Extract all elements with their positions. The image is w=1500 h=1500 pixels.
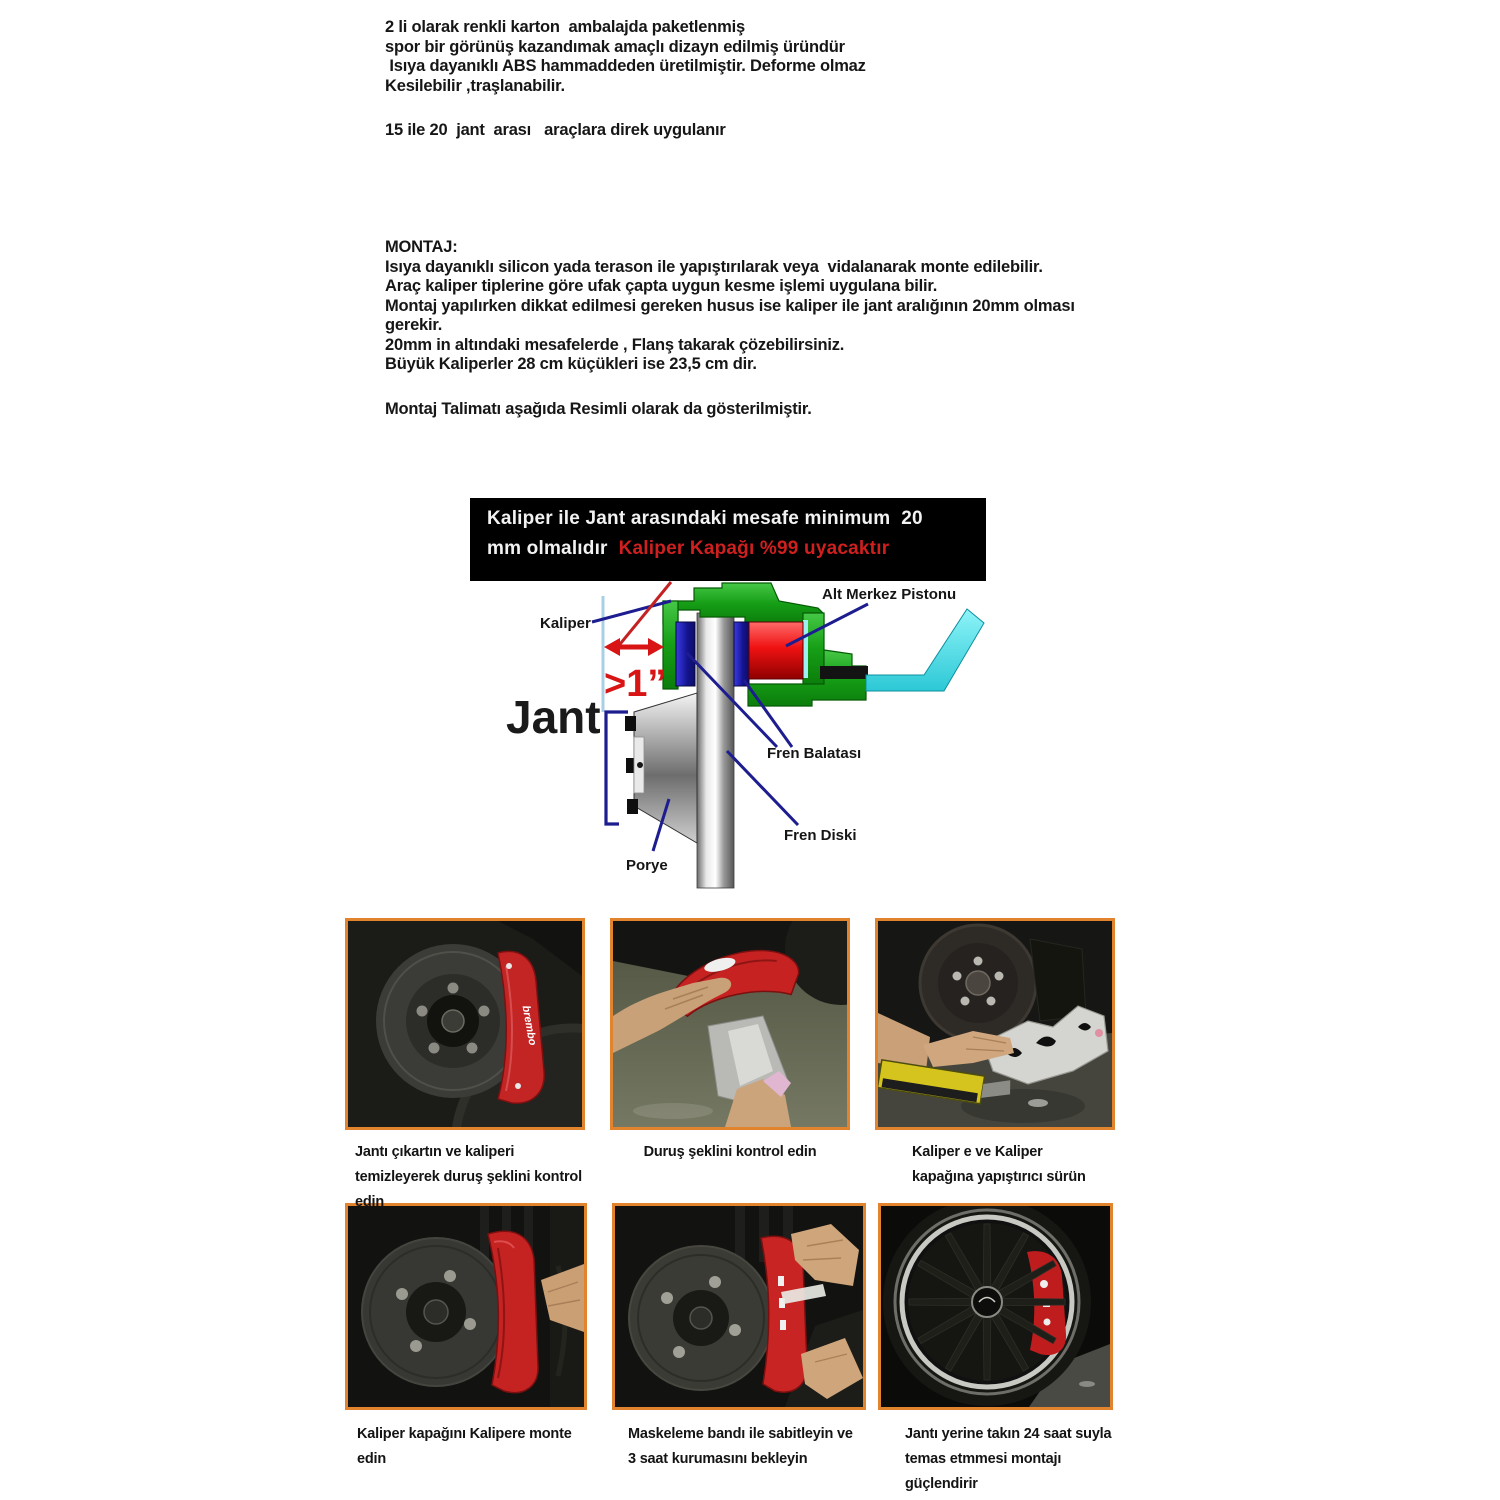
montaj-line: Isıya dayanıklı silicon yada terason ile yapıştırılarak veya vidalanarak monte edilebilir. [385, 257, 1043, 276]
caption-line: güçlendirir [905, 1476, 978, 1492]
montaj-section [385, 238, 1075, 375]
step-photo-1 [345, 918, 585, 1130]
step-photo-2-art [613, 921, 847, 1127]
step-caption-5 [628, 1422, 883, 1472]
montaj-line: Montaj yapılırken dikkat edilmesi gereken husus ise kaliper ile jant aralığının 20mm olması [385, 296, 1075, 315]
step-photo-6-art [881, 1206, 1110, 1407]
intro-line: Kesilebilir ,traşlanabilir. [385, 76, 565, 95]
banner-line2 [487, 538, 986, 560]
gap-arrow [604, 582, 671, 656]
jant-bracket [606, 712, 628, 824]
brake-rotor-shape [920, 925, 1036, 1041]
caption-line: edin [355, 1194, 385, 1210]
label-gap-value: >1” [604, 663, 667, 705]
label-fren-balatasi: Fren Balatası [767, 745, 862, 762]
caption-line: Kaliper kapağını Kalipere monte [357, 1426, 572, 1442]
step-photo-6 [878, 1203, 1113, 1410]
intro-line: spor bir görünüş kazandımak amaçlı dizayn edilmiş üründür [385, 37, 845, 56]
label-jant: Jant [506, 691, 601, 743]
disc-shape [362, 1238, 510, 1386]
step-photo-5-art [615, 1206, 863, 1407]
caption-line: 3 saat kurumasını bekleyin [628, 1451, 808, 1467]
intro-line: Isıya dayanıklı ABS hammaddeden üretilmiştir. Deforme olmaz [385, 57, 866, 75]
brand-text: brembo [519, 1004, 539, 1047]
step-caption-1 [355, 1140, 610, 1215]
step-photo-3 [875, 918, 1115, 1130]
step-photo-4-art [348, 1206, 584, 1407]
step-caption-6 [905, 1422, 1150, 1497]
caption-line: Jantı çıkartın ve kaliperi [355, 1144, 515, 1160]
step-photo-4 [345, 1203, 587, 1410]
caption-line: Kaliper e ve Kaliper [912, 1144, 1043, 1160]
label-alt-merkez-pistonu: Alt Merkez Pistonu [822, 586, 957, 603]
montaj-line: gerekir. [385, 316, 443, 334]
caption-line: temas etmmesi montajı [905, 1451, 1062, 1467]
step-photo-1-art [348, 921, 582, 1127]
warning-banner [470, 498, 986, 581]
caption-line: Maskeleme bandı ile sabitleyin ve [628, 1426, 853, 1442]
montaj-line: Araç kaliper tiplerine göre ufak çapta uygun kesme işlemi uygulana bilir. [385, 277, 938, 295]
step-photo-5 [612, 1203, 866, 1410]
banner-line2-red: Kaliper Kapağı %99 uyacaktır [613, 538, 890, 559]
step-photo-2 [610, 918, 850, 1130]
step-caption-4 [357, 1422, 612, 1472]
intro-text-block [385, 18, 866, 96]
label-porye: Porye [626, 857, 668, 874]
fitment-line: 15 ile 20 jant arası araçlara direk uygulanır [385, 121, 726, 139]
montaj-line: Büyük Kaliperler 28 cm küçükleri ise 23,5 cm dir. [385, 355, 757, 373]
caption-line: Duruş şeklini kontrol edin [643, 1144, 817, 1160]
label-kaliper: Kaliper [540, 615, 591, 632]
step-photo-3-art [878, 921, 1112, 1127]
montaj-line: 20mm in altındaki mesafelerde , Flanş takarak çözebilirsiniz. [385, 335, 845, 354]
step-caption-3 [912, 1140, 1142, 1190]
arm-connector-shape [820, 666, 868, 679]
label-fren-diski: Fren Diski [784, 827, 857, 844]
brake-pad-right-shape [734, 622, 749, 686]
disc-shape [629, 1246, 773, 1390]
piston-shape [749, 622, 803, 679]
montaj-heading: MONTAJ: [385, 238, 458, 256]
intro-line: 2 li olarak renkli karton ambalajda paketlenmiş [385, 18, 745, 36]
caption-line: kapağına yapıştırıcı sürün [912, 1169, 1086, 1185]
step-caption-2 [610, 1140, 850, 1165]
banner-line2-white: mm olmalıdır [487, 538, 614, 559]
caption-line: edin [357, 1451, 387, 1467]
caliper-diagram [470, 581, 1000, 911]
montaj-footer: Montaj Talimatı aşağıda Resimli olarak da gösterilmiştir. [385, 400, 812, 418]
banner-line1: Kaliper ile Jant arasındaki mesafe minimum 20 [487, 508, 923, 529]
brake-pad-left-shape [676, 622, 695, 686]
caption-line: temizleyerek duruş şeklini kontrol [355, 1169, 582, 1185]
caption-line: Jantı yerine takın 24 saat suyla [905, 1426, 1112, 1442]
